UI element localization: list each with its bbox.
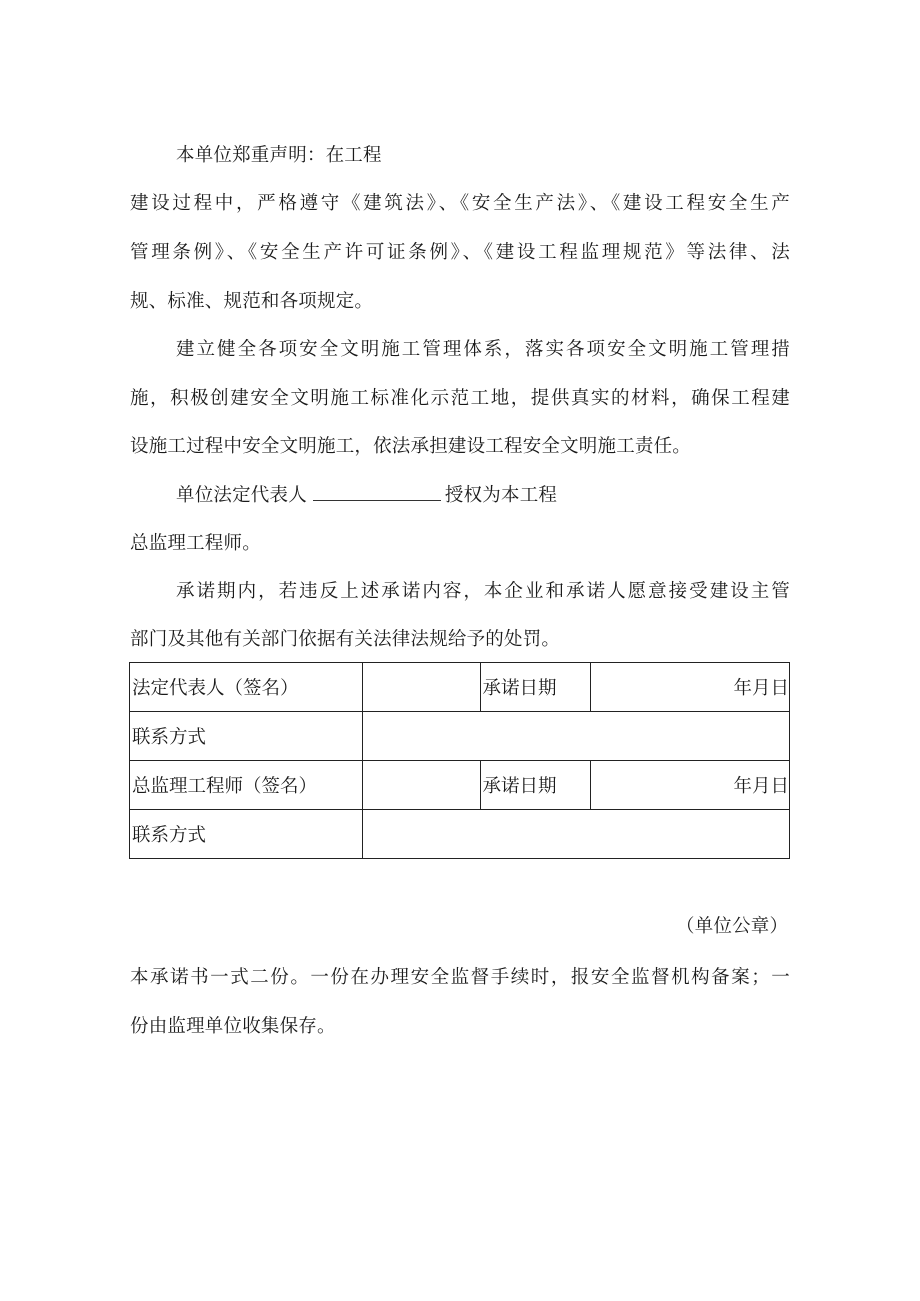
- seal-label: （单位公章）: [676, 916, 789, 937]
- authorization-prefix: 单位法定代表人: [176, 485, 307, 506]
- declaration-line-3: 管理条例》、《安全生产许可证条例》、《建设工程监理规范》等法律、法: [130, 242, 790, 263]
- representative-name-blank[interactable]: [313, 482, 441, 501]
- table-row: [130, 663, 790, 712]
- table-row: [130, 712, 790, 761]
- signature-table: [129, 662, 790, 859]
- chief-engineer-date-value[interactable]: 年月日: [590, 761, 789, 810]
- legal-rep-date-value[interactable]: 年月日: [590, 663, 789, 712]
- commitment-line-1: 承诺期内，若违反上述承诺内容，本企业和承诺人愿意接受建设主管: [176, 581, 790, 602]
- legal-rep-date-label: 承诺日期: [480, 663, 590, 712]
- declaration-line-2: 建设过程中，严格遵守《建筑法》、《安全生产法》、《建设工程安全生产: [130, 193, 790, 214]
- legal-rep-label: 法定代表人（签名）: [130, 663, 363, 712]
- authorization-line: [176, 482, 557, 508]
- chief-engineer-date-label: 承诺日期: [480, 761, 590, 810]
- declaration-line-1: 本单位郑重声明：在工程: [176, 145, 382, 166]
- system-line-1: 建立健全各项安全文明施工管理体系，落实各项安全文明施工管理措: [176, 339, 790, 360]
- chief-engineer-signature-cell[interactable]: [363, 761, 480, 810]
- chief-engineer-contact-label: 联系方式: [130, 810, 363, 859]
- footer-line-2: 份由监理单位收集保存。: [130, 1016, 336, 1037]
- chief-engineer-label: 总监理工程师（签名）: [130, 761, 363, 810]
- authorization-line-2: 总监理工程师。: [130, 533, 261, 554]
- system-line-3: 设施工过程中安全文明施工，依法承担建设工程安全文明施工责任。: [130, 436, 692, 457]
- table-row: [130, 810, 790, 859]
- table-row: [130, 761, 790, 810]
- declaration-line-4: 规、标准、规范和各项规定。: [130, 291, 374, 312]
- footer-line-1: 本承诺书一式二份。一份在办理安全监督手续时，报安全监督机构备案；一: [130, 967, 790, 988]
- legal-rep-contact-cell[interactable]: [363, 712, 790, 761]
- authorization-suffix: 授权为本工程: [444, 485, 558, 506]
- legal-rep-contact-label: 联系方式: [130, 712, 363, 761]
- chief-engineer-contact-cell[interactable]: [363, 810, 790, 859]
- legal-rep-signature-cell[interactable]: [363, 663, 480, 712]
- system-line-2: 施，积极创建安全文明施工标准化示范工地，提供真实的材料，确保工程建: [130, 388, 790, 409]
- commitment-line-2: 部门及其他有关部门依据有关法律法规给予的处罚。: [130, 629, 561, 650]
